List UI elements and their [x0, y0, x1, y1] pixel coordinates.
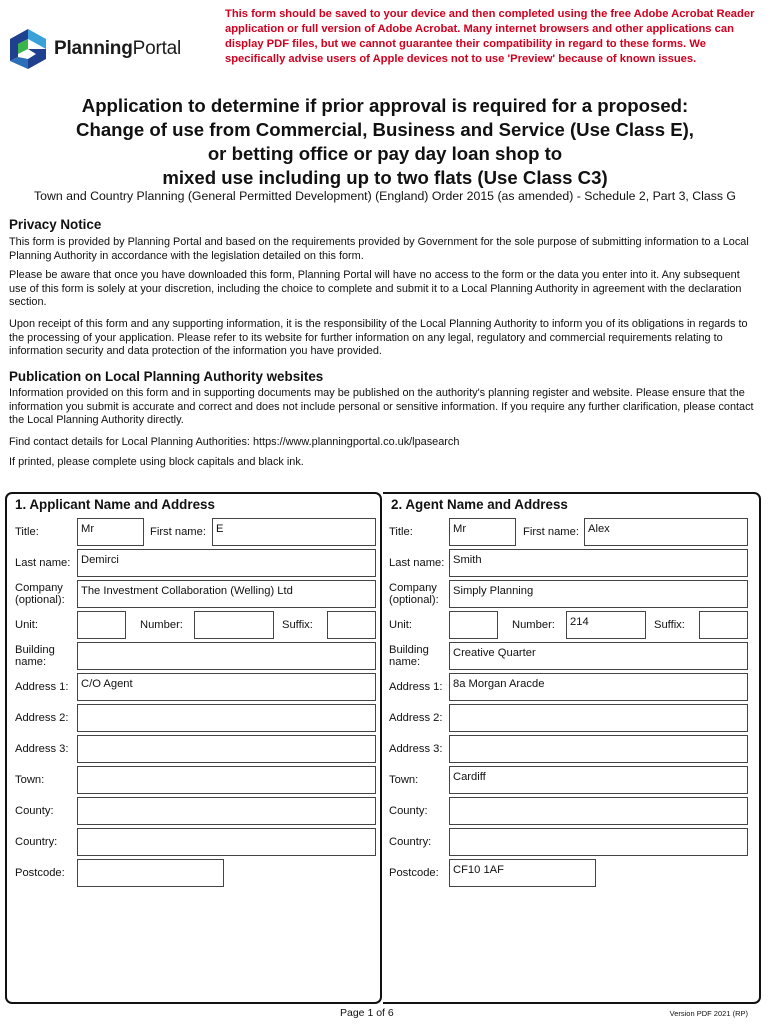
company-label-2: (optional):	[15, 594, 65, 606]
address-1-label: Address 1:	[15, 681, 69, 693]
version-label: Version PDF 2021 (RP)	[669, 1009, 748, 1018]
applicant-building-field[interactable]	[77, 642, 376, 670]
planning-portal-logo-icon	[8, 27, 48, 71]
agent-building-field[interactable]: Creative Quarter	[449, 642, 748, 670]
address-3-label: Address 3:	[15, 743, 69, 755]
company-label-1: Company	[15, 582, 63, 594]
agent-last-name-field[interactable]: Smith	[449, 549, 748, 577]
agent-address-2-field[interactable]	[449, 704, 748, 732]
title-line-4: mixed use including up to two flats (Use Class C3)	[162, 167, 608, 188]
agent-section	[383, 492, 761, 1004]
building-label-1: Building	[15, 644, 55, 656]
privacy-paragraph-3: Upon receipt of this form and any supporting information, it is the responsibility of the Local Planning Authority to inform you of its obligations in regards to the processing of your application. Please refer to its website for further information on any legal, regulatory and commercial requirements relating to information security and data protection of the information you have provided.	[9, 318, 748, 358]
title-label: Title:	[389, 526, 413, 538]
applicant-address-1-field[interactable]: C/O Agent	[77, 673, 376, 701]
title-line-1: Application to determine if prior approval is required for a proposed:	[81, 95, 689, 116]
country-label: Country:	[389, 836, 432, 848]
agent-suffix-field[interactable]	[699, 611, 748, 639]
applicant-town-field[interactable]	[77, 766, 376, 794]
page-number: Page 1 of 6	[340, 1007, 394, 1019]
county-label: County:	[15, 805, 54, 817]
unit-label: Unit:	[15, 619, 39, 631]
building-label-2: name:	[389, 656, 421, 668]
building-label-2: name:	[15, 656, 47, 668]
applicant-country-field[interactable]	[77, 828, 376, 856]
publication-heading: Publication on Local Planning Authority websites	[9, 369, 324, 384]
print-instructions: If printed, please complete using block capitals and black ink.	[9, 456, 304, 468]
applicant-unit-field[interactable]	[77, 611, 126, 639]
suffix-label: Suffix:	[654, 619, 685, 631]
postcode-label: Postcode:	[389, 867, 439, 879]
planning-portal-logo	[8, 27, 181, 71]
address-2-label: Address 2:	[389, 712, 443, 724]
address-2-label: Address 2:	[15, 712, 69, 724]
lpa-contact-text: Find contact details for Local Planning Authorities: https://www.planningportal.co.uk/lpasearch	[9, 436, 460, 448]
applicant-number-field[interactable]	[194, 611, 274, 639]
agent-county-field[interactable]	[449, 797, 748, 825]
unit-label: Unit:	[389, 619, 413, 631]
privacy-paragraph-1: This form is provided by Planning Portal and based on the requirements provided by Government for the sole purpose of submitting information to a Local Planning Authority in accordance with the legislation detailed on this form.	[9, 236, 749, 262]
applicant-first-name-field[interactable]: E	[212, 518, 376, 546]
number-label: Number:	[140, 619, 183, 631]
applicant-last-name-field[interactable]: Demirci	[77, 549, 376, 577]
agent-country-field[interactable]	[449, 828, 748, 856]
legislation-subtitle: Town and Country Planning (General Permitted Development) (England) Order 2015 (as amended) - Schedule 2, Part 3, Class G	[34, 189, 736, 203]
publication-paragraph-1: Information provided on this form and in supporting documents may be published on the authority's planning register and website. Please ensure that the information you submit is accurate and correct and does not include personal or sensitive information. If you require any further clarification, please contact the Local Planning Authority directly.	[9, 387, 754, 427]
address-3-label: Address 3:	[389, 743, 443, 755]
title-label: Title:	[15, 526, 39, 538]
applicant-heading: 1. Applicant Name and Address	[15, 497, 215, 512]
logo-text: PlanningPortal	[54, 38, 182, 59]
agent-company-field[interactable]: Simply Planning	[449, 580, 748, 608]
town-label: Town:	[15, 774, 45, 786]
applicant-county-field[interactable]	[77, 797, 376, 825]
applicant-address-3-field[interactable]	[77, 735, 376, 763]
agent-first-name-field[interactable]: Alex	[584, 518, 748, 546]
agent-title-field[interactable]: Mr	[449, 518, 516, 546]
address-1-label: Address 1:	[389, 681, 443, 693]
country-label: Country:	[15, 836, 58, 848]
building-label-1: Building	[389, 644, 429, 656]
first-name-label: First name:	[523, 526, 579, 538]
suffix-label: Suffix:	[282, 619, 313, 631]
last-name-label: Last name:	[389, 557, 445, 569]
applicant-section	[5, 492, 382, 1004]
agent-number-field[interactable]: 214	[566, 611, 646, 639]
agent-address-3-field[interactable]	[449, 735, 748, 763]
town-label: Town:	[389, 774, 419, 786]
software-warning: This form should be saved to your device and then completed using the free Adobe Acrobat Reader application or full version of Adobe Acrobat. Many internet browsers and other applications can display PDF files, but we cannot guarantee their compatibility in regard to these forms. We specifically advise users of Apple devices not to use 'Preview' because of known issues.	[225, 8, 755, 65]
agent-town-field[interactable]: Cardiff	[449, 766, 748, 794]
applicant-address-2-field[interactable]	[77, 704, 376, 732]
agent-heading: 2. Agent Name and Address	[391, 497, 568, 512]
company-label-1: Company	[389, 582, 437, 594]
form-title	[0, 94, 770, 190]
applicant-suffix-field[interactable]	[327, 611, 376, 639]
company-label-2: (optional):	[389, 594, 439, 606]
last-name-label: Last name:	[15, 557, 71, 569]
agent-address-1-field[interactable]: 8a Morgan Aracde	[449, 673, 748, 701]
agent-unit-field[interactable]	[449, 611, 498, 639]
postcode-label: Postcode:	[15, 867, 65, 879]
applicant-company-field[interactable]: The Investment Collaboration (Welling) Ltd	[77, 580, 376, 608]
applicant-title-field[interactable]: Mr	[77, 518, 144, 546]
agent-postcode-field[interactable]: CF10 1AF	[449, 859, 596, 887]
privacy-heading: Privacy Notice	[9, 217, 102, 232]
privacy-paragraph-2: Please be aware that once you have downloaded this form, Planning Portal will have no access to the form or the data you enter into it. Any subsequent use of this form is solely at your discretion, including the choice to complete and submit it to a Local Planning Authority in agreement with the declaration section.	[9, 269, 742, 309]
applicant-postcode-field[interactable]	[77, 859, 224, 887]
title-line-3: or betting office or pay day loan shop to	[207, 143, 563, 164]
title-line-2: Change of use from Commercial, Business and Service (Use Class E),	[76, 119, 694, 140]
county-label: County:	[389, 805, 428, 817]
first-name-label: First name:	[150, 526, 206, 538]
number-label: Number:	[512, 619, 555, 631]
